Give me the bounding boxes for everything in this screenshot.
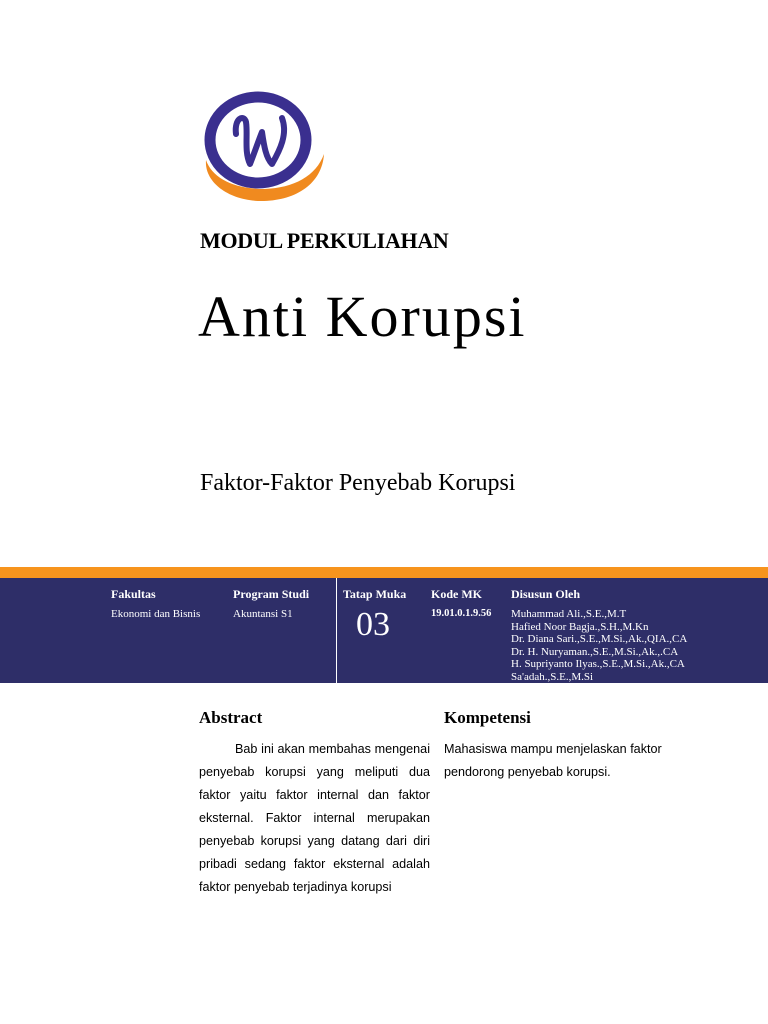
program-studi-header: Program Studi [233,587,310,601]
kompetensi-text: Mahasiswa mampu menjelaskan faktor pendorong penyebab korupsi. [444,742,662,779]
program-studi-column [233,587,309,621]
band-divider [336,578,337,683]
fakultas-value: Ekonomi dan Bisnis [111,608,201,620]
tatap-muka-column [343,587,406,642]
orange-divider-bar [0,567,768,578]
disusun-oleh-column [511,587,687,683]
author-line: Muhammad Ali.,S.E.,M.T [511,608,627,620]
author-line: Dr. Diana Sari.,S.E.,M.Si.,Ak.,QIA.,CA [511,633,688,645]
author-line: H. Supriyanto Ilyas.,S.E.,M.Si.,Ak.,CA [511,658,685,670]
fakultas-header: Fakultas [111,587,156,601]
university-logo-icon [198,88,328,206]
course-title: Anti Korupsi [198,284,527,349]
course-info-band [0,578,768,683]
program-studi-value: Akuntansi S1 [233,608,293,620]
abstract-text: Bab ini akan membahas mengenai penyebab korupsi yang meliputi dua faktor yaitu faktor internal dan faktor eksternal. Faktor internal merupakan penyebab korupsi yang datang dari diri pribadi sedang faktor eksternal adalah faktor penyebab terjadinya korupsi [199,742,430,894]
tatap-muka-header: Tatap Muka [343,587,407,601]
author-line: Sa'adah.,S.E.,M.Si [511,670,594,683]
author-line: Dr. H. Nuryaman.,S.E.,M.Si.,Ak.,.CA [511,645,679,658]
fakultas-column [111,587,200,621]
disusun-oleh-header: Disusun Oleh [511,587,581,601]
kompetensi-title: Kompetensi [444,708,531,727]
kode-mk-column [431,587,491,621]
tatap-muka-number: 03 [356,606,390,643]
kode-mk-value: 19.01.0.1.9.56 [431,608,492,619]
author-line: Hafied Noor Bagja.,S.H.,M.Kn [511,620,649,633]
abstract-title: Abstract [199,708,263,727]
module-label: MODUL PERKULIAHAN [200,228,449,253]
kode-mk-header: Kode MK [431,587,482,601]
chapter-subtitle: Faktor-Faktor Penyebab Korupsi [200,470,516,496]
